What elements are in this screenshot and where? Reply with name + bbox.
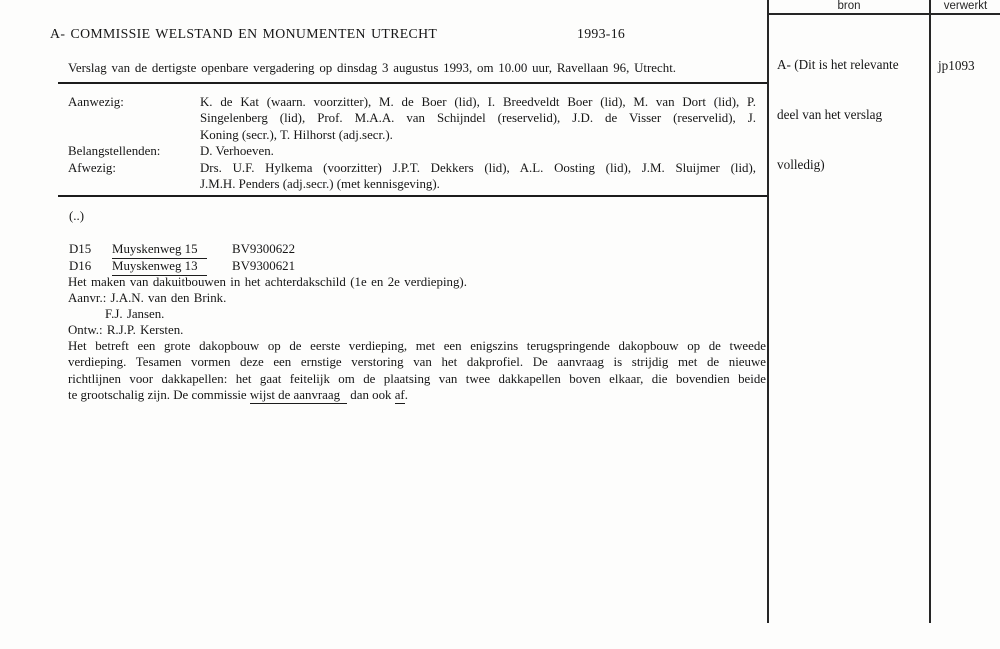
applicant-line-2: F.J. Jansen. (105, 307, 165, 321)
attendance-block (68, 94, 756, 192)
margin-note-line: A- (Dit is het relevante (777, 57, 899, 73)
attendance-label: Afwezig: (68, 160, 116, 175)
attendance-line: Singelenberg (lid), Prof. M.A.A. van Schijndel (reservelid), J.D. de Visser (reservelid), J. (200, 111, 756, 126)
attendance-names (200, 94, 756, 143)
column-header-bron: bron (837, 0, 861, 12)
attendance-label: Belangstellenden: (68, 144, 161, 159)
attendance-line: Koning (secr.), T. Hilhorst (adj.secr.). (200, 127, 393, 142)
paragraph-line: Het betreft een grote dakopbouw op de eerste verdieping, met een enigszins terugspringende dakopbouw op de tweede (68, 339, 766, 353)
paragraph-line: verdieping. Tesamen vormen deze een ernstige verstoring van het dakprofiel. De aanvraag is strijdig met de nieuwe (68, 355, 766, 370)
designer-line: Ontw.: R.J.P. Kersten. (68, 323, 184, 337)
margin-note-line: deel van het verslag (777, 106, 883, 122)
case-description: Het maken van dakuitbouwen in het achterdakschild (1e en 2e verdieping). (68, 275, 467, 289)
attendance-line: J.M.H. Penders (adj.secr.) (met kennisgeving). (200, 177, 440, 192)
margin-panel-left-border (767, 0, 769, 623)
processed-code: jp1093 (938, 58, 975, 73)
applicant-line: Aanvr.: J.A.N. van den Brink. (68, 291, 227, 305)
document-title: A- COMMISSIE WELSTAND EN MONUMENTEN UTRECHT (50, 26, 438, 41)
margin-note (777, 24, 927, 207)
paragraph-line: richtlijnen voor dakkapellen: het gaat feitelijk om de plaatsing van twee dakkapellen boven elkaar, die bovendien beide (68, 371, 766, 386)
attendance-label: Aanwezig: (68, 95, 124, 109)
subtitle-underline-rule (58, 82, 767, 84)
margin-note-line: volledig) (777, 156, 825, 172)
case-code: D15 (69, 242, 92, 256)
margin-panel-column-divider (929, 0, 931, 623)
case-permit-number: BV9300621 (232, 259, 296, 273)
attendance-names (200, 143, 756, 159)
attendance-row-belangstellenden (68, 143, 756, 159)
ellipsis-marker: (..) (69, 209, 85, 223)
margin-panel-header-rule (767, 13, 1000, 15)
paragraph-last-line: te grootschalig zijn. De commissie wijst de aanvraag dan ook af. (68, 388, 408, 403)
attendance-names (200, 160, 756, 193)
attendance-row-afwezig (68, 160, 756, 193)
attendance-row-aanwezig (68, 94, 756, 143)
case-street: Muyskenweg 15 (112, 241, 207, 259)
section-divider-rule (58, 195, 767, 197)
committee-judgement-paragraph (68, 338, 766, 404)
case-permit-number: BV9300622 (232, 242, 296, 256)
document-ref-number: 1993-16 (577, 26, 626, 41)
attendance-line: K. de Kat (waarn. voorzitter), M. de Boer (lid), I. Breedveldt Boer (lid), M. van Dort (lid), P. (200, 95, 756, 109)
column-header-verwerkt: verwerkt (943, 0, 988, 12)
attendance-line: D. Verhoeven. (200, 144, 274, 159)
case-code: D16 (69, 259, 92, 273)
attendance-line: Drs. U.F. Hylkema (voorzitter) J.P.T. Dekkers (lid), A.L. Oosting (lid), J.M. Sluijmer (lid), (200, 160, 756, 175)
meeting-subtitle: Verslag van de dertigste openbare vergadering op dinsdag 3 augustus 1993, om 10.00 uur, Ravellaan 96, Utrecht. (68, 61, 676, 75)
case-street: Muyskenweg 13 (112, 258, 207, 276)
